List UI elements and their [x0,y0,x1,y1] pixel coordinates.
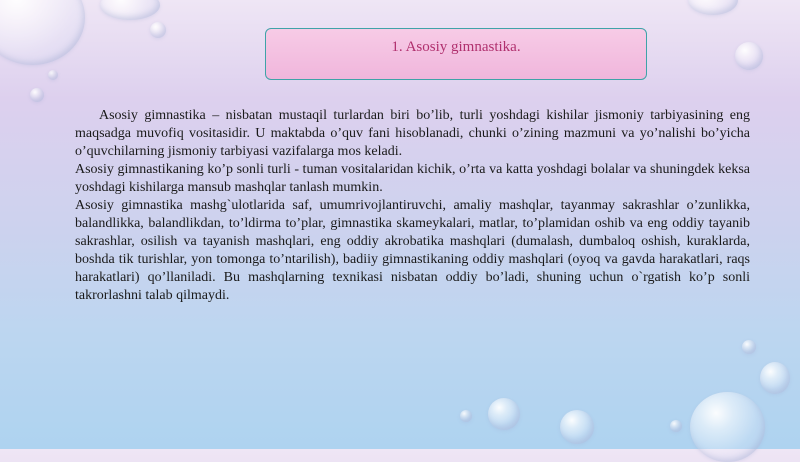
bubble-decoration [488,398,520,430]
bubble-decoration [460,410,472,422]
bubble-decoration [670,420,682,432]
bubble-decoration [0,0,85,65]
bubble-decoration [742,340,756,354]
bubble-decoration [48,70,58,80]
bubble-decoration [735,42,763,70]
bubble-decoration [560,410,594,444]
bubble-decoration [688,0,738,15]
slide-body [75,107,750,305]
bubble-decoration [690,392,765,462]
slide-title-box [265,28,647,80]
slide-title: 1. Asosiy gimnastika. [391,39,521,55]
bubble-decoration [100,0,160,20]
bubble-decoration [150,22,166,38]
bubble-decoration [30,88,44,102]
body-paragraph: Asosiy gimnastika – nisbatan mustaqil turlardan biri bo’lib, turli yoshdagi kishilar jismoniy tarbiyasining eng maqsadga muvofiq vositasidir. U maktabda o’quv fani hisoblanadi, chunki o’zining mazmuni va yo’nalishi bo’yicha o’quvchilarning jismoniy tarbiyasi vazifalarga mos keladi. [75,108,750,159]
body-paragraph: Asosiy gimnastika mashg`ulotlarida saf, umumrivojlantiruvchi, amaliy mashqlar, tayanmay sakrashlar o’zunlikka, balandlikka, balandlikdan, to’ldirma to’plar, gimnastika skameykalari, matlar, to’plamidan oshib va eng oddiy tayanib sakrashlar, osilish va tayanish mashqlari, eng oddiy akrobatika mashqlari (dumalash, dumbaloq oshish, kuraklarda, boshda tik turishlar, yon tomonga to’ntarilish), badiiy gimnastikaning oddiy mashqlari (oyoq va gavda harakatlari, raqs harakatlari) qo’llaniladi. Bu mashqlarning texnikasi nisbatan oddiy bo’ladi, shuning uchun o`rgatish ko’p sonli takrorlashni talab qilmaydi. [75,198,750,303]
bubble-decoration [760,362,790,394]
body-paragraph: Asosiy gimnastikaning ko’p sonli turli - tuman vositalaridan kichik, o’rta va katta yoshdagi bolalar va shuningdek keksa yoshdagi kishilarga mansub mashqlar tanlash mumkin. [75,162,750,195]
